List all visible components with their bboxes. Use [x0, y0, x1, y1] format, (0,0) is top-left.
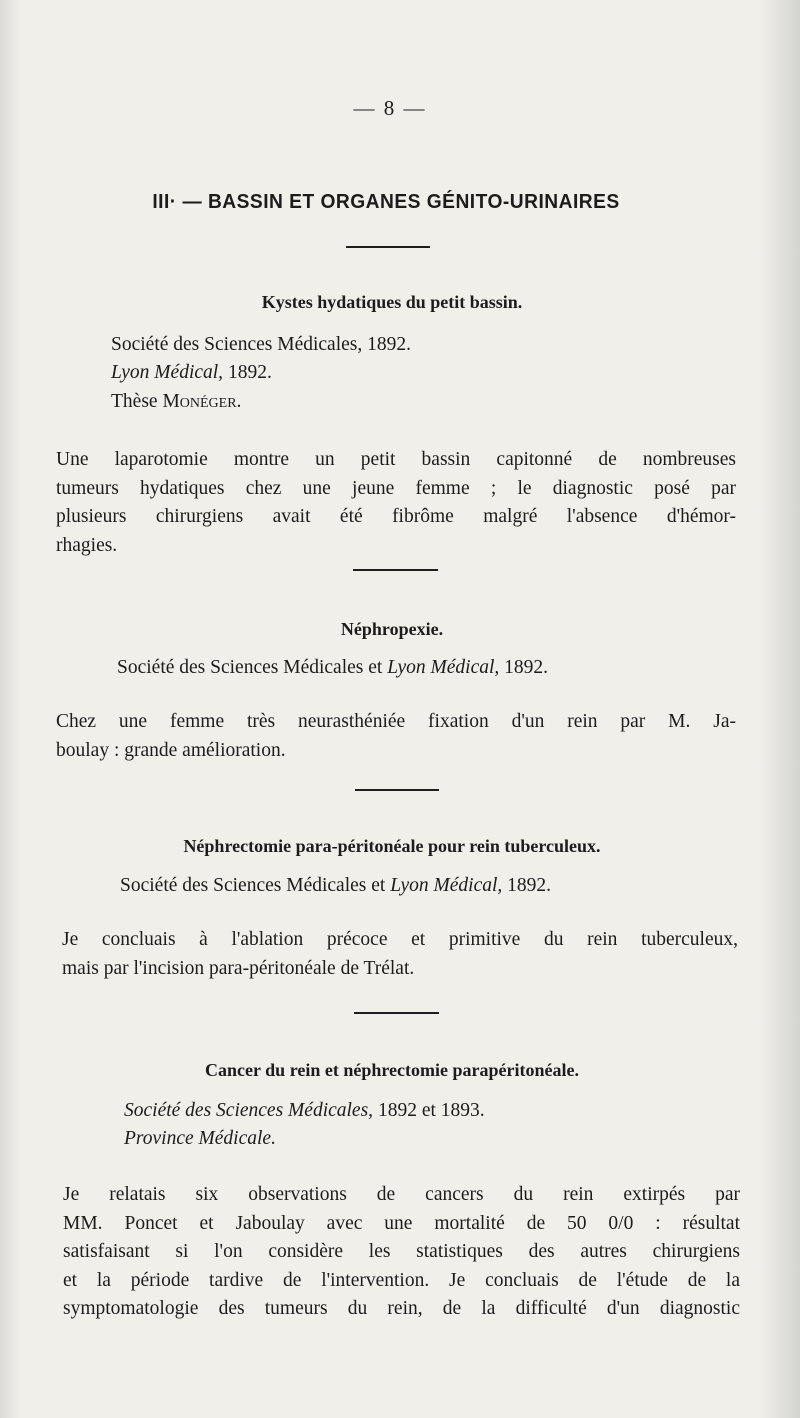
section-title: III· — BASSIN ET ORGANES GÉNITO-URINAIRES	[152, 191, 620, 213]
page-number: — 8 —	[353, 96, 427, 120]
divider	[353, 569, 438, 571]
divider	[354, 1012, 439, 1014]
reference-line: Société des Sciences Médicales et Lyon Médical, 1892.	[120, 875, 552, 896]
heading-cancer-rein: Cancer du rein et néphrectomie parapéritonéale.	[205, 1060, 579, 1080]
heading-nephropexie: Néphropexie.	[340, 619, 444, 639]
divider	[346, 246, 430, 248]
paragraph-nephrectomie: Je concluais à l'ablation précoce et primitive du rein tuberculeux, mais par l'incision para-péritonéale de Trélat.	[62, 929, 738, 979]
reference-line: Société des Sciences Médicales et Lyon Médical, 1892.	[117, 657, 549, 678]
reference-line: Société des Sciences Médicales, 1892.	[111, 334, 411, 355]
paragraph-kystes: Une laparotomie montre un petit bassin capitonné de nombreuses tumeurs hydatiques chez une jeune femme ; le diagnostic posé par plusieurs chirurgiens avait été fibrôme malgré l'absence d'hémor- rhagies.	[56, 449, 736, 556]
reference-line: Société des Sciences Médicales, 1892 et 1893.	[124, 1100, 485, 1121]
paragraph-cancer-rein: Je relatais six observations de cancers du rein extirpés par MM. Poncet et Jaboulay avec une mortalité de 50 0/0 : résultat satisfaisant si l'on considère les statistiques des autres chirurgiens et la période tardive de l'intervention. Je concluais de l'étude de la symptomatologie des tumeurs du rein, de la difficulté d'un diagnostic	[63, 1184, 740, 1320]
reference-line: Lyon Médical, 1892.	[111, 362, 272, 383]
divider	[355, 789, 439, 791]
heading-kystes: Kystes hydatiques du petit bassin.	[261, 292, 523, 312]
reference-line: Thèse Monéger.	[111, 391, 242, 412]
paragraph-nephropexie: Chez une femme très neurasthéniée fixation d'un rein par M. Ja- boulay : grande amélioration.	[56, 711, 736, 761]
reference-line: Province Médicale.	[124, 1128, 276, 1149]
heading-nephrectomie: Néphrectomie para-péritonéale pour rein tuberculeux.	[183, 836, 601, 856]
page-edge-right	[760, 0, 800, 1418]
